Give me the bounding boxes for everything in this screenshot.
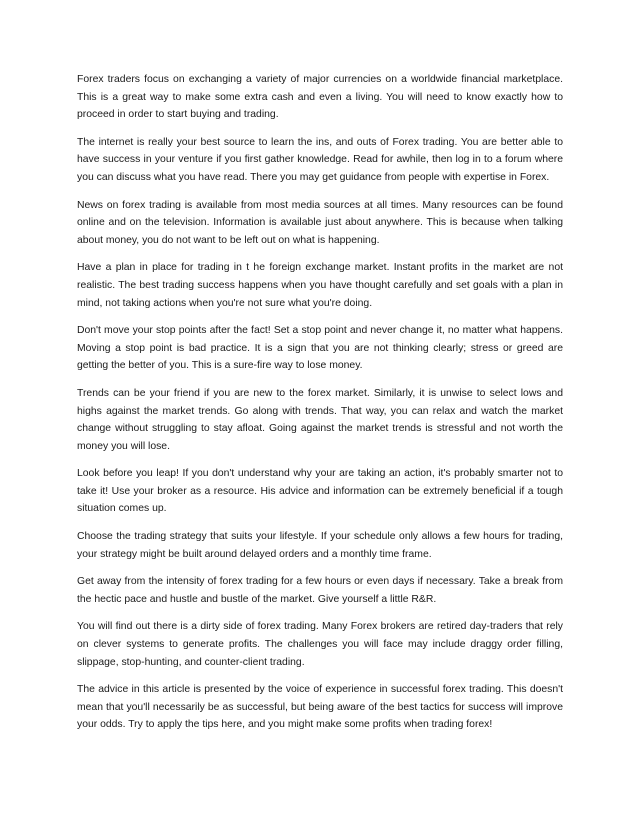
paragraph-5: Don't move your stop points after the fact! Set a stop point and never change it, no matter what happens. Moving a stop point is bad practice. It is a sign that you are not thinking clearly; stress or greed are getting the better of you. This is a sure-fire way to lose money. xyxy=(77,325,563,372)
paragraph-1: Forex traders focus on exchanging a variety of major currencies on a worldwide financial marketplace. This is a great way to make some extra cash and even a living. You will need to know exactly how to proceed in order to start buying and trading. xyxy=(77,74,563,121)
paragraph-6: Trends can be your friend if you are new to the forex market. Similarly, it is unwise to select lows and highs against the market trends. Go along with trends. That way, you can relax and watch the market change without struggling to stay afloat. Going against the market trends is stressful and not worth the money you will lose. xyxy=(77,387,563,452)
paragraph-7: Look before you leap! If you don't understand why your are taking an action, it's probably smarter not to take it! Use your broker as a resource. His advice and information can be extremely beneficial if a tough situation comes up. xyxy=(77,468,563,515)
paragraph-4: Have a plan in place for trading in t he foreign exchange market. Instant profits in the market are not realistic. The best trading success happens when you have thought carefully and set goals with a plan in mind, not taking actions when you're not sure what you're doing. xyxy=(77,262,563,309)
paragraph-3: News on forex trading is available from most media sources at all times. Many resources can be found online and on the television. Information is available just about anywhere. This is because when talking about money, you do not want to be left out on what is happening. xyxy=(77,199,563,246)
paragraph-11: The advice in this article is presented by the voice of experience in successful forex trading. This doesn't mean that you'll necessarily be as successful, but being aware of the best tactics for success will improve your odds. Try to apply the tips here, and you might make some profits when trading forex! xyxy=(77,684,563,731)
paragraph-9: Get away from the intensity of forex trading for a few hours or even days if necessary. Take a break from the hectic pace and hustle and bustle of the market. Give yourself a little R&R. xyxy=(77,576,563,605)
paragraph-10: You will find out there is a dirty side of forex trading. Many Forex brokers are retired day-traders that rely on clever systems to generate profits. The challenges you will face may include draggy order filling, slippage, stop-hunting, and counter-client trading. xyxy=(77,621,563,668)
paragraph-8: Choose the trading strategy that suits your lifestyle. If your schedule only allows a few hours for trading, your strategy might be built around delayed orders and a monthly time frame. xyxy=(77,531,563,560)
paragraph-2: The internet is really your best source to learn the ins, and outs of Forex trading. You are better able to have success in your venture if you first gather knowledge. Read for awhile, then log in to a forum where you can discuss what you have read. There you may get guidance from people with expertise in Forex. xyxy=(77,136,563,183)
document-body xyxy=(77,71,563,744)
